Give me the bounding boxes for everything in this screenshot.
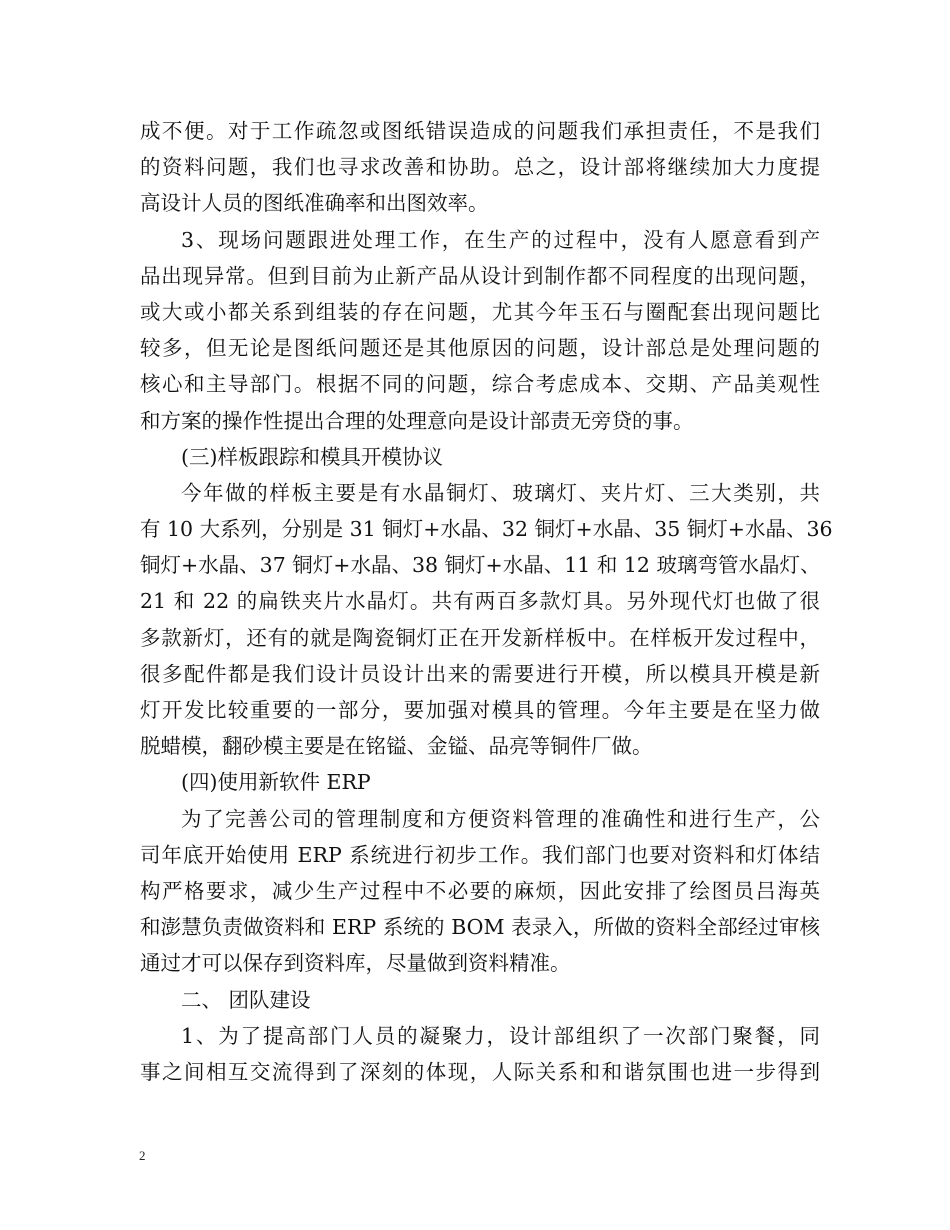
text-line: 今年做的样板主要是有水晶铜灯、玻璃灯、夹片灯、三大类别，共 bbox=[181, 480, 820, 505]
text-line: 事之间相互交流得到了深刻的体现，人际关系和和谐氛围也进一步得到 bbox=[140, 1059, 820, 1084]
text-line: 成不便。对于工作疏忽或图纸错误造成的问题我们承担责任，不是我们 bbox=[140, 119, 820, 143]
text-line: 和方案的操作性提出合理的处理意向是设计部责无旁贷的事。 bbox=[140, 408, 694, 433]
text-line: 1、为了提高部门人员的凝聚力，设计部组织了一次部门聚餐，同 bbox=[181, 1023, 820, 1048]
text-line: 有 10 大系列，分别是 31 铜灯+水晶、32 铜灯+水晶、35 铜灯+水晶、36 bbox=[140, 517, 833, 542]
text-line: 铜灯+水晶、37 铜灯+水晶、38 铜灯+水晶、11 和 12 玻璃弯管水晶灯、 bbox=[140, 553, 821, 578]
text-line: (三)样板跟踪和模具开模协议 bbox=[181, 444, 443, 469]
text-line: 二、 团队建设 bbox=[181, 987, 311, 1012]
text-line: 通过才可以保存到资料库，尽量做到资料精准。 bbox=[140, 951, 571, 976]
text-line: 脱蜡模，翻砂模主要是在铭镒、金镒、品亮等铜件厂做。 bbox=[140, 734, 653, 759]
document-body bbox=[140, 113, 833, 1090]
text-line: 核心和主导部门。根据不同的问题，综合考虑成本、交期、产品美观性 bbox=[140, 372, 820, 397]
text-line: 和澎慧负责做资料和 ERP 系统的 BOM 表录入，所做的资料全部经过审核 bbox=[140, 915, 820, 940]
text-line: 灯开发比较重要的一部分，要加强对模具的管理。今年主要是在坚力做 bbox=[140, 698, 820, 722]
text-line: 为了完善公司的管理制度和方便资料管理的准确性和进行生产，公 bbox=[181, 806, 820, 831]
text-line: 21 和 22 的扁铁夹片水晶灯。共有两百多款灯具。另外现代灯也做了很 bbox=[140, 589, 820, 614]
text-line: 品出现异常。但到目前为止新产品从设计到制作都不同程度的出现问题， bbox=[140, 263, 820, 288]
text-line: 或大或小都关系到组装的存在问题，尤其今年玉石与圈配套出现问题比 bbox=[140, 299, 820, 324]
text-line: 司年底开始使用 ERP 系统进行初步工作。我们部门也要对资料和灯体结 bbox=[140, 842, 820, 867]
text-line: 的资料问题，我们也寻求改善和协助。总之，设计部将继续加大力度提 bbox=[140, 155, 820, 180]
text-line: 较多，但无论是图纸问题还是其他原因的问题，设计部总是处理问题的 bbox=[140, 336, 820, 361]
text-line: (四)使用新软件 ERP bbox=[181, 770, 371, 795]
text-line: 多款新灯，还有的就是陶瓷铜灯正在开发新样板中。在样板开发过程中， bbox=[140, 625, 820, 650]
text-line: 构严格要求，减少生产过程中不必要的麻烦，因此安排了绘图员吕海英 bbox=[140, 878, 820, 903]
text-line: 很多配件都是我们设计员设计出来的需要进行开模，所以模具开模是新 bbox=[140, 661, 820, 686]
text-line: 3、现场问题跟进处理工作，在生产的过程中，没有人愿意看到产 bbox=[181, 227, 820, 252]
text-line: 高设计人员的图纸准确率和出图效率。 bbox=[140, 191, 489, 216]
page-number: 2 bbox=[139, 1148, 146, 1163]
